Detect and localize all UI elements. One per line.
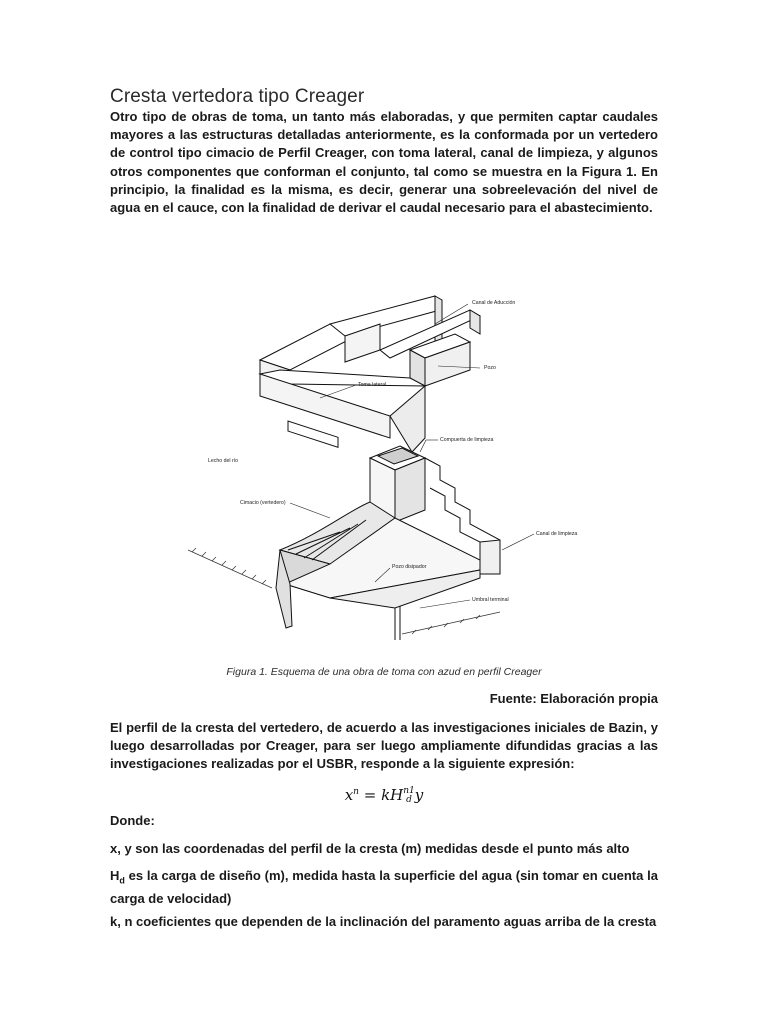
creager-formula <box>110 786 658 805</box>
formula-h-sub: d <box>406 795 412 805</box>
hd-subscript: d <box>119 875 125 886</box>
toma-lateral-opening <box>288 421 338 447</box>
aduccion-lower-arm-side <box>470 310 480 334</box>
definition-kn: k, n coeficientes que dependen de la inclinación del paramento aguas arriba de la cresta <box>110 914 657 929</box>
section-heading: Cresta vertedora tipo Creager <box>110 86 365 107</box>
label-toma-lateral: Toma lateral <box>358 382 387 388</box>
hd-symbol: H <box>110 868 120 883</box>
formula-lhs-base: x <box>344 786 354 804</box>
perfil-paragraph: El perfil de la cresta del vertedero, de acuerdo a las investigaciones iniciales de Bazin, y luego desarrolladas por Creager, para ser luego ampliamente difundidas gracias a las investigaciones realizadas por el USBR, responde a la siguiente expresión: <box>110 720 658 772</box>
figure-caption: Figura 1. Esquema de una obra de toma con azud en perfil Creager <box>226 666 542 678</box>
formula-k: k <box>381 786 391 804</box>
label-cimacio: Cimacio (vertedero) <box>240 500 286 506</box>
hd-text: es la carga de diseño (m), medida hasta la superficie del agua (sin tomar en cuenta la carga de velocidad) <box>110 868 658 906</box>
aduccion-upper-arm <box>330 296 440 336</box>
label-umbral-terminal: Umbral terminal <box>472 597 509 603</box>
definition-hd <box>110 867 658 908</box>
figure-source: Fuente: Elaboración propia <box>489 691 658 706</box>
label-pozo-disipador: Pozo disipador <box>392 564 427 570</box>
intake-structure-drawing <box>180 288 578 648</box>
label-canal-limpieza: Canal de limpieza <box>536 531 578 537</box>
link-wall <box>390 386 425 452</box>
definition-xy: x, y son las coordenadas del perfil de la cresta (m) medidas desde el punto más alto <box>110 841 630 856</box>
donde-label: Donde: <box>110 813 155 828</box>
formula-lhs-exp: n <box>353 787 359 797</box>
limpieza-end-wall <box>480 540 500 574</box>
formula-y: y <box>414 786 424 804</box>
label-pozo: Pozo <box>484 365 496 371</box>
label-lecho-rio: Lecho del río <box>208 458 238 464</box>
figure-diagram <box>180 288 578 648</box>
label-compuerta-limpieza: Compuerta de limpieza <box>440 437 494 443</box>
label-canal-aduccion: Canal de Aducción <box>472 300 516 306</box>
formula-equals: = <box>358 786 382 804</box>
formula-h: H <box>390 786 404 804</box>
formula-h-sup: n1 <box>403 786 415 796</box>
intro-paragraph: Otro tipo de obras de toma, un tanto más elaboradas, y que permiten captar caudales mayores a las estructuras detalladas anteriormente, es la conformada por un vertedero de control tipo cimacio de Perfil Creager, con toma lateral, canal de limpieza, y algunos otros componentes que conforman el conjunto, tal como se muestra en la Figura 1. En principio, la finalidad es la misma, es decir, generar una sobreelevación del nivel de agua en el cauce, con la finalidad de derivar el caudal necesario para el abastecimiento. <box>110 109 658 216</box>
